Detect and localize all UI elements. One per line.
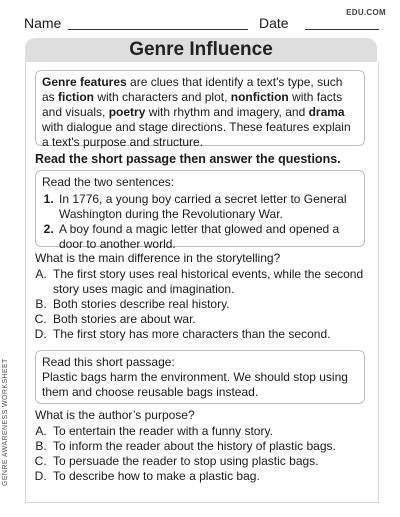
instruction-heading: Read the short passage then answer the questions. [35, 152, 341, 166]
intro-text: with characters and plot, [94, 90, 231, 104]
passage-heading: Read this short passage: [42, 355, 175, 369]
intro-box [35, 70, 365, 149]
intro-text: with dialogue and stage directions. These features explain a text's purpose and structure. [42, 120, 351, 149]
intro-term-drama: drama [308, 105, 345, 119]
answer-option[interactable]: B. Both stories describe real history. [50, 297, 367, 312]
question-1 [35, 251, 367, 342]
question-2-stem: What is the author’s purpose? [35, 408, 195, 422]
question-1-stem: What is the main difference in the storytelling? [35, 251, 281, 265]
question-1-options [35, 267, 367, 342]
question-2 [35, 408, 367, 484]
sentences-list [42, 192, 358, 252]
sentences-heading: Read the two sentences: [42, 175, 175, 189]
answer-option[interactable]: C. To persuade the reader to stop using plastic bags. [50, 454, 367, 469]
intro-text: with rhythm and imagery, and [145, 105, 309, 119]
passage-box [35, 350, 365, 404]
intro-term-genre-features: Genre features [42, 75, 127, 89]
intro-text: with facts and visuals, [42, 90, 343, 119]
side-label: GENRE AWARENESS WORKSHEET [2, 358, 9, 486]
date-line [305, 29, 379, 30]
date-label: Date [259, 15, 289, 31]
answer-option[interactable]: D. To describe how to make a plastic bag. [50, 469, 367, 484]
intro-term-nonfiction: nonfiction [230, 90, 289, 104]
worksheet-header [0, 0, 400, 36]
brand-logo: EDU.COM [346, 8, 386, 17]
sentence-item: 2. A boy found a magic letter that glowed and opened a door to another world. [57, 222, 358, 252]
intro-term-poetry: poetry [108, 105, 146, 119]
name-line [68, 29, 248, 30]
intro-text: are clues that identify a text's type, such as [42, 75, 343, 104]
answer-option[interactable]: A. The first story uses real historical events, while the second story uses magic and imagination. [50, 267, 367, 297]
question-2-options [35, 424, 367, 484]
page-title: Genre Influence [129, 39, 273, 60]
answer-option[interactable]: C. Both stories are about war. [50, 312, 367, 327]
sentences-box [35, 170, 365, 251]
intro-term-fiction: fiction [58, 90, 95, 104]
title-bar [25, 38, 377, 62]
name-label: Name [24, 15, 62, 31]
passage-text: Plastic bags harm the environment. We should stop using them and choose reusable bags instead. [42, 370, 348, 399]
answer-option[interactable]: D. The first story has more characters than the second. [50, 327, 367, 342]
sentence-item: 1. In 1776, a young boy carried a secret letter to General Washington during the Revolutionary War. [57, 192, 358, 222]
answer-option[interactable]: A. To entertain the reader with a funny story. [50, 424, 367, 439]
answer-option[interactable]: B. To inform the reader about the history of plastic bags. [50, 439, 367, 454]
